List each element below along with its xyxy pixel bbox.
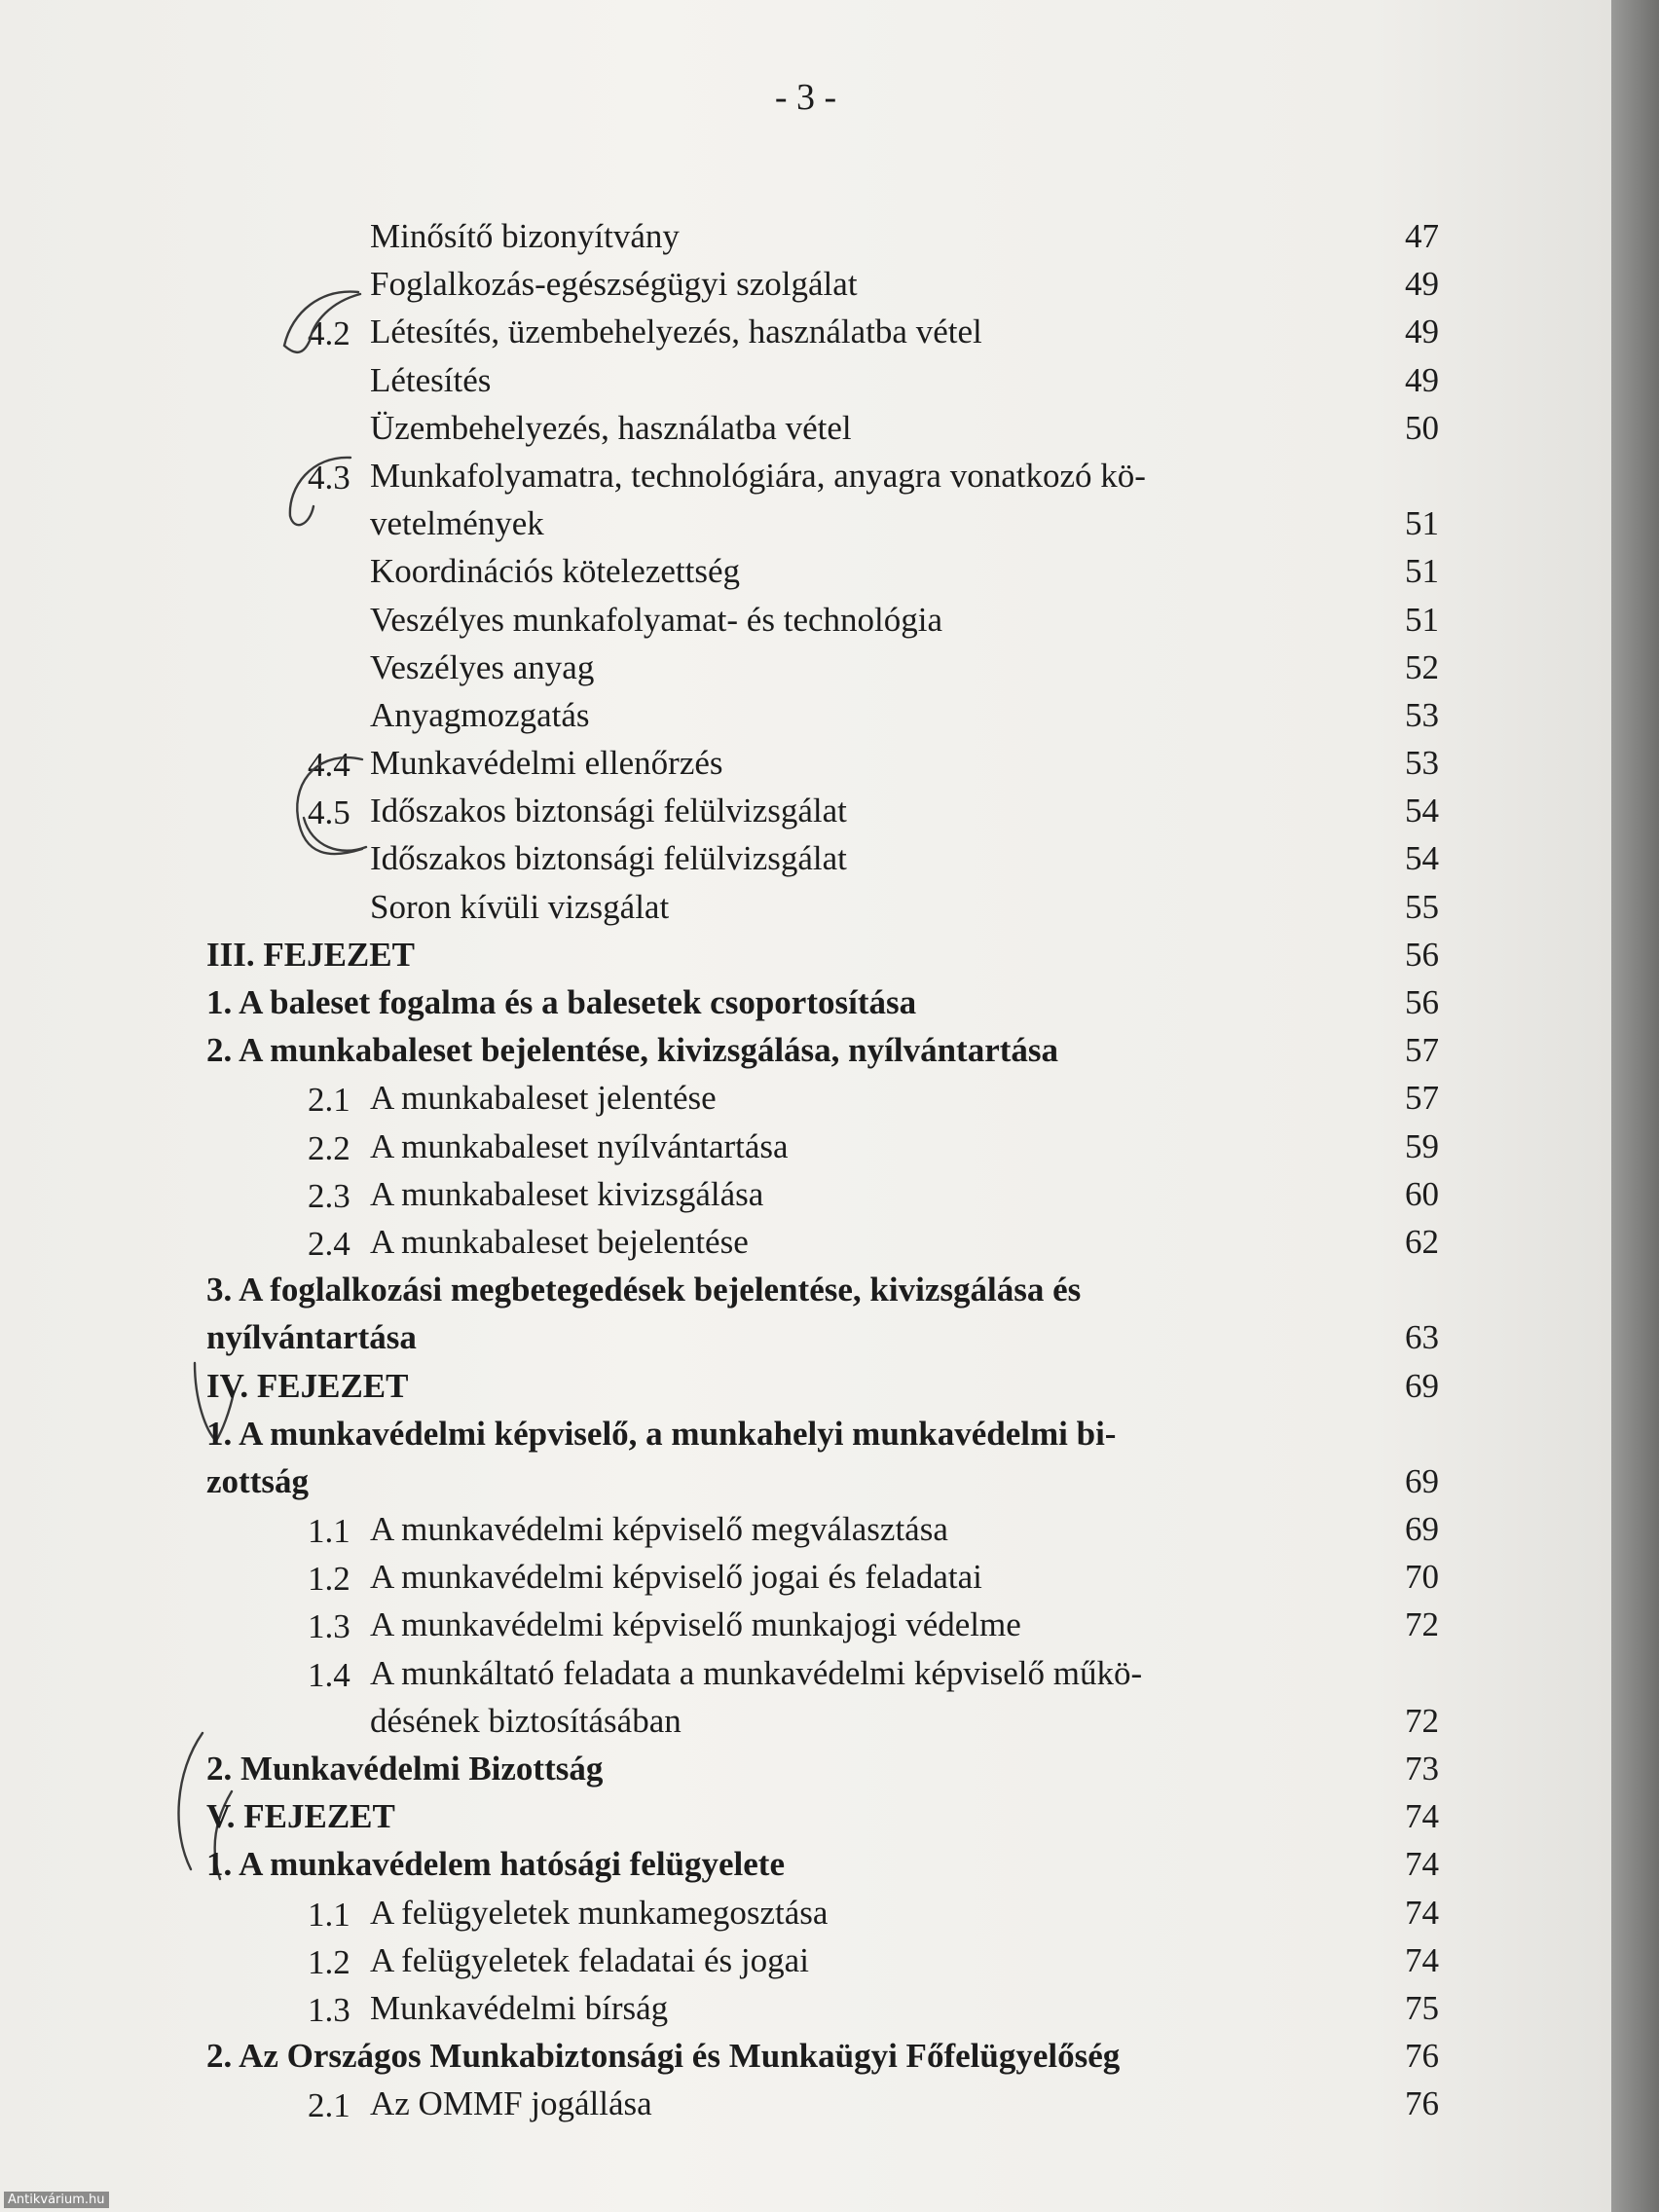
toc-entry xyxy=(0,1743,1611,1790)
toc-entry-page: 69 xyxy=(1405,1461,1439,1500)
toc-entry-text: 2. Az Országos Munkabiztonsági és Munkaügyi Főfelügyelőség xyxy=(206,2037,1121,2076)
toc-entry-text: désének biztosításában xyxy=(370,1701,682,1740)
book-edge xyxy=(1611,0,1659,2212)
toc-entry-text: A munkabaleset jelentése xyxy=(370,1079,717,1118)
toc-entry xyxy=(0,1935,1611,1982)
toc-entry xyxy=(0,1024,1611,1072)
toc-entry-page: 47 xyxy=(1405,217,1439,255)
toc-entry xyxy=(0,832,1611,880)
toc-entry xyxy=(0,1982,1611,2030)
toc-entry-text: Munkavédelmi ellenőrzés xyxy=(370,744,723,783)
toc-entry-number: 1.4 xyxy=(308,1655,350,1694)
toc-entry-title xyxy=(206,978,1324,1026)
toc-entry-title xyxy=(370,1170,1324,1218)
toc-entry xyxy=(0,929,1611,977)
toc-entry-title xyxy=(206,2032,1324,2080)
toc-entry xyxy=(0,1838,1611,1886)
toc-entry-number: 2.3 xyxy=(308,1176,350,1215)
toc-entry-page: 57 xyxy=(1405,1079,1439,1118)
toc-entry-text: Soron kívüli vizsgálat xyxy=(370,887,670,926)
toc-entry-page: 72 xyxy=(1405,1701,1439,1740)
toc-entry-text: A munkabaleset nyílvántartása xyxy=(370,1126,789,1165)
toc-entry-text: A munkáltató feladata a munkavédelmi képviselő műkö- xyxy=(370,1653,1143,1692)
toc-entry-text: Időszakos biztonsági felülvizsgálat xyxy=(370,792,847,830)
toc-entry-page: 60 xyxy=(1405,1174,1439,1213)
toc-entry xyxy=(0,977,1611,1024)
toc-entry-text: Az OMMF jogállása xyxy=(370,2084,652,2123)
toc-entry-page: 69 xyxy=(1405,1366,1439,1405)
toc-entry-text: nyílvántartása xyxy=(206,1318,417,1357)
toc-entry-title xyxy=(370,1553,1324,1601)
toc-entry xyxy=(0,2078,1611,2125)
toc-entry xyxy=(0,1647,1611,1743)
toc-entry-page: 76 xyxy=(1405,2084,1439,2123)
toc-entry-title xyxy=(370,1984,1324,2032)
toc-entry-title xyxy=(370,452,1324,547)
toc-entry-page: 51 xyxy=(1405,600,1439,639)
toc-entry xyxy=(0,402,1611,450)
toc-entry-title xyxy=(370,1889,1324,1936)
toc-entry-page: 50 xyxy=(1405,408,1439,447)
toc-entry-page: 69 xyxy=(1405,1510,1439,1549)
toc-entry-page: 51 xyxy=(1405,503,1439,542)
toc-entry-page: 49 xyxy=(1405,360,1439,399)
toc-entry-number: 4.4 xyxy=(308,746,350,785)
page-number: - 3 - xyxy=(774,77,837,118)
toc-entry xyxy=(0,210,1611,258)
toc-entry-title xyxy=(370,739,1324,787)
toc-entry-title xyxy=(370,547,1324,595)
toc-entry-title xyxy=(370,212,1324,260)
toc-entry-title xyxy=(370,787,1324,834)
toc-entry-title xyxy=(370,1218,1324,1266)
toc-entry xyxy=(0,689,1611,737)
toc-entry-page: 53 xyxy=(1405,695,1439,734)
toc-entry-title xyxy=(370,1505,1324,1553)
toc-entry-title xyxy=(206,931,1324,978)
toc-entry-text: Veszélyes anyag xyxy=(370,647,595,686)
toc-entry-number: 2.2 xyxy=(308,1128,350,1167)
toc-entry-number: 1.2 xyxy=(308,1560,350,1599)
toc-entry-title xyxy=(206,1410,1324,1505)
toc-entry-page: 54 xyxy=(1405,839,1439,878)
toc-entry-title xyxy=(370,356,1324,404)
toc-entry-text: A munkavédelmi képviselő jogai és feladatai xyxy=(370,1558,982,1597)
toc-entry-text: Időszakos biztonsági felülvizsgálat xyxy=(370,839,847,878)
toc-entry-title xyxy=(370,1601,1324,1648)
toc-entry-text: 1. A munkavédelem hatósági felügyelete xyxy=(206,1845,785,1884)
toc-entry-title xyxy=(370,1649,1324,1745)
toc-entry-page: 76 xyxy=(1405,2037,1439,2076)
toc-entry-page: 55 xyxy=(1405,887,1439,926)
toc-entry-text: 2. A munkabaleset bejelentése, kivizsgálása, nyílvántartása xyxy=(206,1031,1059,1070)
toc-entry-text: Minősítő bizonyítvány xyxy=(370,217,680,255)
toc-entry xyxy=(0,1216,1611,1264)
toc-entry-text: Munkafolyamatra, technológiára, anyagra vonatkozó kö- xyxy=(370,456,1146,495)
toc-entry-title xyxy=(370,834,1324,882)
toc-entry-text: III. FEJEZET xyxy=(206,935,415,974)
toc-entry-title xyxy=(206,1745,1324,1792)
toc-entry-text: V. FEJEZET xyxy=(206,1797,395,1836)
toc-entry xyxy=(0,737,1611,785)
toc-entry xyxy=(0,354,1611,402)
toc-entry xyxy=(0,545,1611,593)
toc-entry xyxy=(0,1599,1611,1646)
toc-entry-title xyxy=(370,260,1324,308)
toc-entry-text: Koordinációs kötelezettség xyxy=(370,552,741,591)
toc-entry-number: 1.3 xyxy=(308,1991,350,2029)
toc-entry xyxy=(0,1121,1611,1168)
toc-entry-page: 56 xyxy=(1405,935,1439,974)
toc-entry-number: 1.1 xyxy=(308,1895,350,1934)
toc-entry-number: 4.3 xyxy=(308,458,350,497)
toc-entry-title xyxy=(370,2080,1324,2127)
toc-entry-page: 74 xyxy=(1405,1893,1439,1932)
toc-entry-text: 3. A foglalkozási megbetegedések bejelentése, kivizsgálása és xyxy=(206,1271,1082,1309)
toc-entry-number: 1.1 xyxy=(308,1512,350,1551)
toc-entry-text: Veszélyes munkafolyamat- és technológia xyxy=(370,600,942,639)
toc-entry-title xyxy=(370,1123,1324,1170)
watermark: Antikvárium.hu xyxy=(4,2192,109,2208)
toc-entry-text: Létesítés xyxy=(370,360,492,399)
toc-entry xyxy=(0,1360,1611,1408)
toc-entry-number: 4.2 xyxy=(308,314,350,353)
toc-entry-page: 62 xyxy=(1405,1222,1439,1261)
toc-entry xyxy=(0,881,1611,929)
toc-entry-text: Létesítés, üzembehelyezés, használatba vétel xyxy=(370,313,982,351)
toc-entry-page: 72 xyxy=(1405,1605,1439,1644)
toc-entry-page: 70 xyxy=(1405,1558,1439,1597)
toc-entry-title xyxy=(370,1074,1324,1122)
toc-entry xyxy=(0,1887,1611,1935)
toc-entry-title xyxy=(370,883,1324,931)
toc-entry-text: A munkavédelmi képviselő megválasztása xyxy=(370,1510,948,1549)
toc-entry-number: 2.4 xyxy=(308,1224,350,1263)
toc-entry xyxy=(0,258,1611,306)
toc-entry-text: A munkabaleset kivizsgálása xyxy=(370,1174,764,1213)
toc-entry-text: 1. A munkavédelmi képviselő, a munkahelyi munkavédelmi bi- xyxy=(206,1414,1117,1453)
toc-entry-page: 74 xyxy=(1405,1940,1439,1979)
toc-entry-title xyxy=(206,1026,1324,1074)
toc-entry-number: 1.2 xyxy=(308,1942,350,1981)
toc-entry-title xyxy=(370,308,1324,355)
toc-entry-page: 75 xyxy=(1405,1989,1439,2027)
toc-entry xyxy=(0,1503,1611,1551)
toc-entry xyxy=(0,1790,1611,1838)
toc-entry-page: 63 xyxy=(1405,1318,1439,1357)
toc-entry-page: 56 xyxy=(1405,983,1439,1022)
toc-entry-page: 51 xyxy=(1405,552,1439,591)
toc-entry xyxy=(0,785,1611,832)
toc-entry-page: 49 xyxy=(1405,313,1439,351)
toc-entry xyxy=(0,1072,1611,1120)
toc-entry-text: A felügyeletek feladatai és jogai xyxy=(370,1940,809,1979)
toc-entry-page: 59 xyxy=(1405,1126,1439,1165)
toc-entry-text: Foglalkozás-egészségügyi szolgálat xyxy=(370,265,858,304)
toc-entry xyxy=(0,642,1611,689)
toc-entry xyxy=(0,1168,1611,1216)
toc-entry-text: Munkavédelmi bírság xyxy=(370,1989,669,2027)
toc-entry xyxy=(0,306,1611,353)
toc-entry xyxy=(0,450,1611,545)
toc-entry-number: 2.1 xyxy=(308,2086,350,2125)
toc-entry-page: 53 xyxy=(1405,744,1439,783)
toc-entry-title xyxy=(370,404,1324,452)
toc-entry-page: 74 xyxy=(1405,1845,1439,1884)
toc-entry-text: 1. A baleset fogalma és a balesetek csoportosítása xyxy=(206,983,917,1022)
toc-entry-title xyxy=(370,691,1324,739)
toc-entry-title xyxy=(206,1840,1324,1888)
toc-entry-title xyxy=(370,1936,1324,1984)
toc-entry-title xyxy=(206,1362,1324,1410)
toc-entry-text: Anyagmozgatás xyxy=(370,695,590,734)
toc-entry-text: 2. Munkavédelmi Bizottság xyxy=(206,1750,604,1788)
toc-entry-text: vetelmények xyxy=(370,504,544,543)
toc-entry-text: IV. FEJEZET xyxy=(206,1366,409,1405)
toc-entry-number: 1.3 xyxy=(308,1607,350,1646)
toc-entry-page: 73 xyxy=(1405,1750,1439,1788)
toc-entry xyxy=(0,2030,1611,2078)
toc-entry-page: 52 xyxy=(1405,647,1439,686)
toc-entry-number: 4.5 xyxy=(308,793,350,832)
toc-entry-page: 57 xyxy=(1405,1031,1439,1070)
toc-entry-text: Üzembehelyezés, használatba vétel xyxy=(370,408,852,447)
toc-entry xyxy=(0,1408,1611,1503)
toc-entry-page: 54 xyxy=(1405,792,1439,830)
toc-entry-title xyxy=(370,596,1324,644)
toc-entry-title xyxy=(206,1266,1324,1361)
toc-entry xyxy=(0,594,1611,642)
toc-entry-title xyxy=(370,644,1324,691)
toc-entry-page: 74 xyxy=(1405,1797,1439,1836)
toc-entry-number: 2.1 xyxy=(308,1081,350,1120)
toc-entry-text: A munkabaleset bejelentése xyxy=(370,1222,749,1261)
toc-entry-title xyxy=(206,1792,1324,1840)
table-of-contents xyxy=(0,210,1611,2126)
toc-entry-text: zottság xyxy=(206,1461,309,1500)
toc-entry-page: 49 xyxy=(1405,265,1439,304)
toc-entry xyxy=(0,1551,1611,1599)
toc-entry-text: A munkavédelmi képviselő munkajogi védelme xyxy=(370,1605,1021,1644)
toc-entry-text: A felügyeletek munkamegosztása xyxy=(370,1893,829,1932)
toc-entry xyxy=(0,1264,1611,1359)
